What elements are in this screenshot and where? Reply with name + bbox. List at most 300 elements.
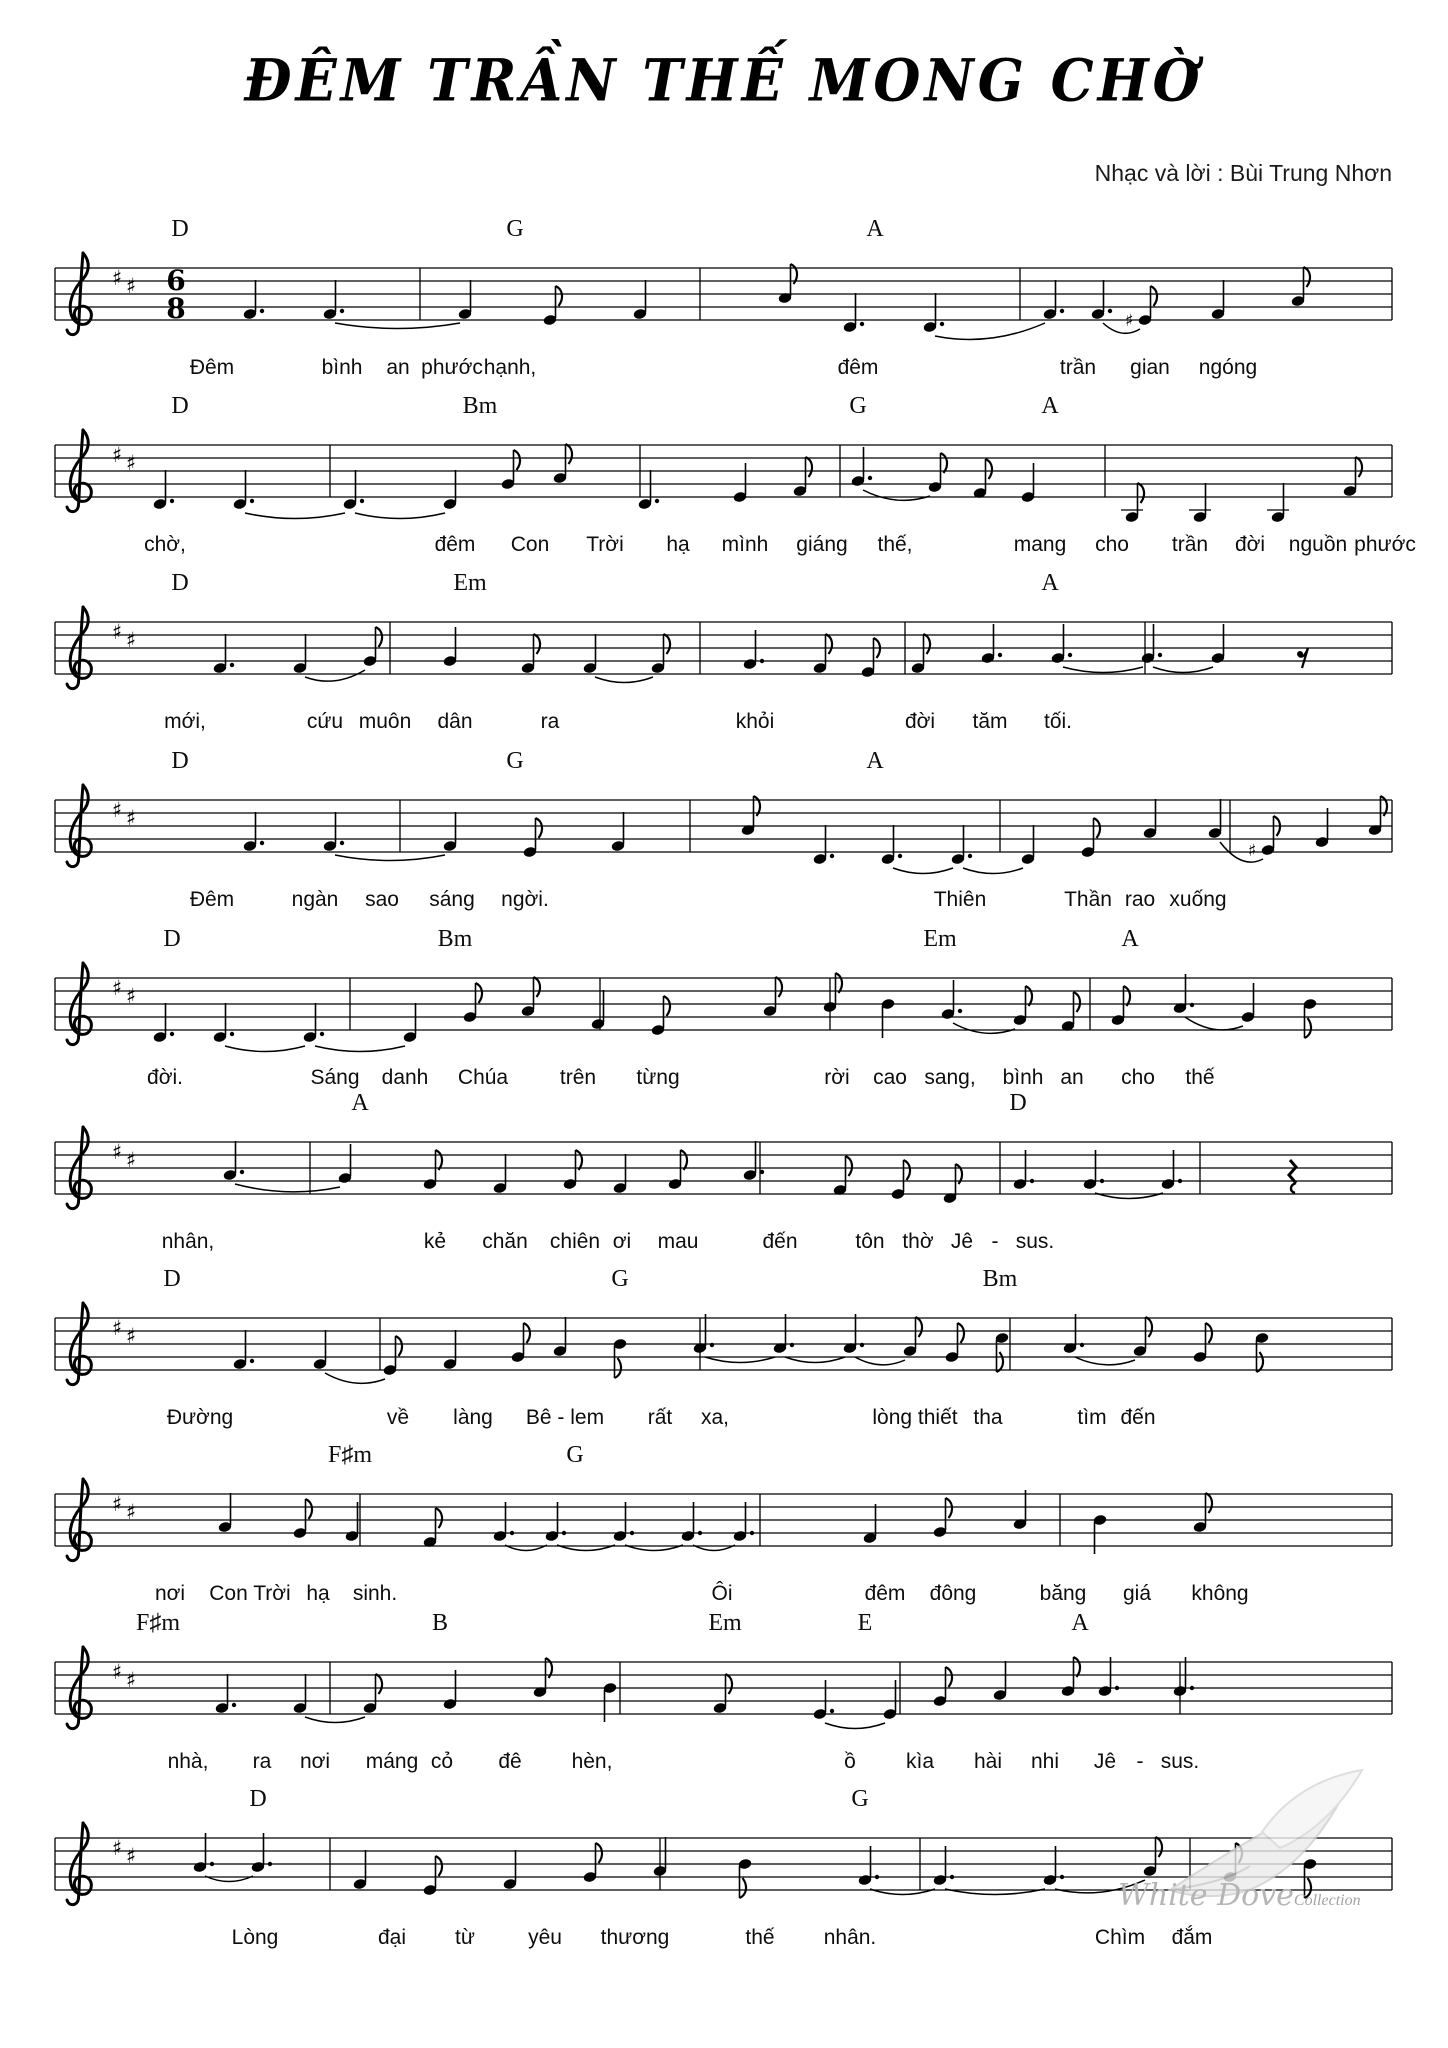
lyric-syllable: sáng	[429, 888, 475, 911]
note	[613, 1338, 628, 1378]
note	[303, 1003, 405, 1052]
chord-symbol: G	[851, 1786, 869, 1812]
note	[493, 1502, 547, 1551]
lyric-syllable: thế	[1185, 1066, 1215, 1089]
tie-slur	[863, 490, 930, 500]
tie-slur	[245, 513, 345, 519]
note	[1043, 280, 1064, 320]
note	[1315, 808, 1330, 848]
lyric-syllable: đến	[762, 1230, 798, 1253]
chord-symbol: D	[171, 393, 189, 419]
note	[943, 1164, 962, 1204]
note	[193, 1833, 253, 1882]
note	[813, 634, 832, 674]
chord-symbol: B	[431, 1610, 449, 1636]
lyric-syllable: nơi	[299, 1750, 331, 1773]
lyric-syllable: đắm	[1171, 1926, 1213, 1949]
lyric-syllable: Chìm	[1094, 1926, 1146, 1949]
lyric-syllable: ồ	[844, 1750, 856, 1773]
tie-slur	[1103, 323, 1140, 333]
note	[693, 1314, 775, 1363]
chord-symbol: Em	[453, 570, 487, 596]
note	[553, 444, 572, 484]
chord-symbol: Em	[923, 926, 957, 952]
lyric-syllable: nhà,	[167, 1750, 209, 1773]
lyric-syllable: Đêm	[189, 888, 235, 911]
lyric-syllable: Con	[510, 533, 550, 556]
tie-slur	[1185, 1017, 1243, 1030]
key-signature-sharp: ♯	[126, 1500, 137, 1524]
note	[883, 1680, 898, 1720]
tie-slur	[953, 1023, 1015, 1033]
chord-symbol: Bm	[437, 926, 473, 952]
key-signature-sharp: ♯	[112, 620, 123, 644]
lyric-syllable: trần	[1171, 533, 1209, 556]
chord-symbol: A	[866, 748, 884, 774]
chord-symbol: D	[1009, 1090, 1027, 1116]
lyric-syllable: phước	[421, 356, 483, 379]
lyric-syllable: kẻ	[423, 1230, 447, 1253]
lyric-syllable: máng	[365, 1750, 419, 1773]
note	[611, 812, 626, 852]
note	[233, 1330, 254, 1370]
note	[881, 825, 953, 874]
lyric-syllable: nguồn	[1288, 533, 1348, 556]
lyric-syllable: chờ,	[144, 533, 186, 556]
chord-symbol: F♯m	[327, 1442, 373, 1468]
note	[443, 1330, 458, 1370]
note	[863, 1504, 878, 1544]
note	[503, 1850, 518, 1890]
rest	[1297, 648, 1308, 668]
lyric-syllable: hạ	[666, 533, 690, 556]
note	[1013, 1150, 1034, 1190]
tie-slur	[225, 1046, 305, 1052]
lyric-syllable: hạ	[306, 1582, 330, 1605]
staff-system-8	[0, 1439, 1448, 1599]
note	[813, 1680, 885, 1729]
note	[733, 1502, 754, 1542]
chord-symbol: G	[849, 393, 867, 419]
lyric-syllable: muôn	[358, 710, 412, 733]
tie-slur	[355, 513, 445, 519]
lyric-syllable: tối.	[1043, 710, 1073, 733]
note	[563, 1150, 582, 1190]
note	[1193, 1493, 1212, 1533]
watermark-text	[1118, 1878, 1361, 1913]
key-signature-sharp: ♯	[126, 451, 137, 475]
note	[741, 796, 760, 836]
time-signature: 6	[166, 264, 186, 297]
note	[323, 280, 460, 329]
chord-symbol: D	[171, 748, 189, 774]
note	[591, 990, 606, 1030]
lyric-syllable: từng	[636, 1066, 680, 1089]
lyric-syllable: rất	[647, 1406, 673, 1429]
tie-slur	[325, 1373, 385, 1383]
lyric-syllable: dân	[437, 710, 473, 733]
lyric-syllable: mình	[721, 533, 769, 556]
note	[1125, 286, 1157, 331]
watermark-title: White Dove	[1118, 1878, 1294, 1913]
lyric-syllable: tăm	[972, 710, 1008, 733]
svg-text:♯: ♯	[1248, 841, 1257, 861]
lyric-syllable: cứu	[306, 710, 344, 733]
key-signature-sharp: ♯	[126, 806, 137, 830]
lyric-syllable: ngàn	[291, 888, 339, 911]
lyric-syllable: Con Trời	[209, 1582, 291, 1605]
lyric-syllable: đến	[1120, 1406, 1156, 1429]
note	[293, 1674, 365, 1723]
key-signature-sharp: ♯	[112, 798, 123, 822]
lyric-syllable: Jê	[1093, 1750, 1117, 1773]
lyric-syllable: -	[1136, 1750, 1144, 1773]
note	[493, 1154, 508, 1194]
note	[233, 470, 345, 519]
note	[951, 825, 1023, 874]
chord-symbol: A	[1071, 1610, 1089, 1636]
note	[995, 1332, 1010, 1372]
key-signature-sharp: ♯	[126, 628, 137, 652]
staff-system-5	[0, 923, 1448, 1083]
note	[638, 470, 659, 510]
tie-slur	[305, 1717, 365, 1723]
tie-slur	[705, 1357, 775, 1363]
chord-symbol: Em	[708, 1610, 742, 1636]
note	[778, 264, 797, 304]
rest	[1289, 1160, 1296, 1193]
note	[1083, 1150, 1163, 1199]
tie-slur	[335, 855, 445, 861]
note	[218, 1493, 233, 1533]
note	[651, 634, 670, 674]
key-signature-sharp: ♯	[112, 1316, 123, 1340]
note	[1098, 1657, 1119, 1697]
note	[1061, 1657, 1080, 1697]
lyric-syllable: cỏ	[430, 1750, 454, 1773]
lyric-syllable: yêu	[528, 1926, 562, 1949]
note	[1267, 483, 1289, 523]
lyric-syllable: đại	[377, 1926, 407, 1949]
key-signature-sharp: ♯	[126, 274, 137, 298]
note	[323, 812, 445, 861]
note	[1255, 1332, 1270, 1372]
key-signature-sharp: ♯	[126, 1324, 137, 1348]
lyric-syllable: tha	[973, 1406, 1003, 1429]
lyric-syllable: ra	[540, 710, 560, 733]
note	[423, 1150, 442, 1190]
note	[458, 280, 473, 320]
lyric-syllable: sus.	[1160, 1750, 1200, 1773]
lyric-syllable: ngời.	[501, 888, 549, 911]
note	[223, 1141, 340, 1192]
lyric-syllable: Chúa	[457, 1066, 509, 1089]
lyric-syllable: Ôi	[711, 1582, 733, 1605]
note	[1161, 1150, 1182, 1190]
lyric-syllable: Đường	[166, 1406, 234, 1429]
note	[813, 825, 834, 865]
staff-system-1	[0, 213, 1448, 373]
note	[1143, 799, 1158, 839]
chord-symbol: E	[857, 1610, 873, 1636]
lyric-syllable: Thiên	[933, 888, 987, 911]
chord-symbol: D	[249, 1786, 267, 1812]
note	[763, 977, 782, 1017]
lyric-syllable: tìm	[1077, 1406, 1107, 1429]
note	[423, 1508, 442, 1548]
note	[1173, 1657, 1194, 1697]
lyric-syllable: đời.	[147, 1066, 183, 1089]
note	[1211, 280, 1226, 320]
lyric-syllable: bình	[321, 356, 363, 379]
tie-slur	[893, 868, 953, 874]
tie-slur	[235, 1184, 340, 1192]
note	[1013, 986, 1032, 1026]
lyric-syllable: thờ	[902, 1230, 934, 1253]
note	[213, 634, 234, 674]
tie-slur	[963, 868, 1023, 874]
lyric-syllable: mau	[657, 1230, 699, 1253]
page-title: ĐÊM TRẦN THẾ MONG CHỜ	[244, 45, 1204, 115]
key-signature-sharp: ♯	[112, 1660, 123, 1684]
note	[738, 1858, 753, 1898]
chord-symbol: Bm	[462, 393, 498, 419]
lyric-syllable: đông	[929, 1582, 977, 1605]
lyric-syllable: trên	[559, 1066, 597, 1089]
lyric-syllable: ngóng	[1198, 356, 1258, 379]
note	[1368, 796, 1387, 836]
tie-slur	[1075, 1357, 1135, 1365]
lyric-syllable: sang,	[924, 1066, 976, 1089]
note	[851, 447, 930, 500]
note	[858, 1846, 935, 1895]
lyric-syllable: nhi	[1030, 1750, 1060, 1773]
lyric-syllable: lòng thiết	[872, 1406, 958, 1429]
key-signature-sharp: ♯	[126, 1844, 137, 1868]
note	[1121, 483, 1144, 523]
note	[613, 1154, 628, 1194]
lyric-syllable: hèn,	[571, 1750, 613, 1773]
lyric-syllable: về	[386, 1406, 410, 1429]
chord-symbol: D	[163, 1266, 181, 1292]
lyric-syllable: đêm	[434, 533, 476, 556]
lyric-syllable: giáng	[796, 533, 848, 556]
note	[353, 1850, 368, 1890]
chord-symbol: Bm	[982, 1266, 1018, 1292]
note	[941, 980, 1015, 1033]
note	[403, 1003, 418, 1043]
note	[443, 470, 458, 510]
note	[613, 1502, 683, 1551]
chord-symbol: G	[611, 1266, 629, 1292]
note	[861, 638, 880, 678]
lyric-syllable: xuống	[1169, 888, 1227, 911]
note	[243, 812, 264, 852]
key-signature-sharp: ♯	[126, 1148, 137, 1172]
tie-slur	[1153, 667, 1213, 673]
note	[713, 1674, 732, 1714]
note	[1021, 825, 1036, 865]
note	[153, 1003, 174, 1043]
lyric-syllable: từ	[455, 1926, 475, 1949]
lyric-syllable: -	[991, 1230, 999, 1253]
tie-slur	[595, 677, 653, 683]
lyric-syllable: Bê - lem	[525, 1406, 605, 1429]
chord-symbol: D	[163, 926, 181, 952]
note	[521, 634, 540, 674]
note	[1061, 992, 1080, 1032]
lyric-syllable: Đêm	[189, 356, 235, 379]
note	[743, 1141, 764, 1181]
note	[338, 1144, 353, 1184]
staff-system-4	[0, 745, 1448, 905]
lyric-syllable: làng	[453, 1406, 493, 1429]
note	[1093, 1514, 1108, 1554]
key-signature-sharp: ♯	[112, 266, 123, 290]
note	[1021, 463, 1036, 503]
note	[1241, 983, 1256, 1023]
lyric-syllable: thế	[745, 1926, 775, 1949]
key-signature-sharp: ♯	[112, 1140, 123, 1164]
chord-symbol: A	[351, 1090, 369, 1116]
lyric-syllable: tôn	[855, 1230, 885, 1253]
svg-text:♯: ♯	[1125, 311, 1134, 331]
note	[903, 1317, 922, 1357]
lyric-syllable: bình	[1002, 1066, 1044, 1089]
note	[1343, 457, 1362, 497]
note	[1211, 624, 1226, 664]
note	[793, 457, 812, 497]
lyric-syllable: rao	[1124, 888, 1156, 911]
note	[1173, 974, 1243, 1030]
lyric-syllable: cho	[1095, 533, 1129, 556]
lyric-syllable: ơi	[612, 1230, 632, 1253]
lyric-syllable: băng	[1039, 1582, 1087, 1605]
note	[993, 1661, 1008, 1701]
lyric-syllable: cho	[1121, 1066, 1155, 1089]
note	[633, 280, 648, 320]
note	[743, 630, 764, 670]
lyric-syllable: Sáng	[310, 1066, 360, 1089]
lyric-syllable: đêm	[864, 1582, 906, 1605]
lyric-syllable: gian	[1130, 356, 1170, 379]
tie-slur	[335, 323, 460, 329]
lyric-syllable: chăn	[482, 1230, 528, 1253]
note	[1303, 998, 1318, 1038]
chord-symbol: G	[506, 748, 524, 774]
lyric-syllable: nhân,	[161, 1230, 215, 1253]
note	[545, 1502, 615, 1551]
lyric-syllable: an	[386, 356, 410, 379]
staff-system-2	[0, 390, 1448, 550]
lyric-syllable: chiên	[549, 1230, 601, 1253]
lyric-syllable: cao	[873, 1066, 907, 1089]
lyric-syllable: đời	[1234, 533, 1266, 556]
note	[928, 453, 947, 493]
note	[443, 1670, 458, 1710]
note	[668, 1150, 687, 1190]
lyric-syllable: Lòng	[231, 1926, 279, 1949]
time-signature: 8	[166, 292, 186, 325]
tie-slur	[785, 1357, 845, 1363]
chord-symbol: A	[1041, 393, 1059, 419]
lyric-syllable: thế,	[877, 533, 913, 556]
chord-symbol: G	[506, 216, 524, 242]
lyric-syllable: đê	[498, 1750, 522, 1773]
chord-symbol: A	[1121, 926, 1139, 952]
note	[973, 459, 992, 499]
note	[553, 1317, 568, 1357]
lyric-syllable: sinh.	[352, 1582, 398, 1605]
lyric-syllable: không	[1191, 1582, 1249, 1605]
note	[251, 1833, 272, 1873]
note	[345, 1502, 360, 1542]
lyric-syllable: Thần	[1064, 888, 1112, 911]
lyric-syllable: Trời	[586, 533, 624, 556]
key-signature-sharp: ♯	[126, 1668, 137, 1692]
note	[363, 1674, 382, 1714]
lyric-syllable: hạnh,	[483, 356, 537, 379]
note	[1291, 267, 1310, 307]
lyric-syllable: đời	[904, 710, 936, 733]
note	[843, 293, 864, 333]
note	[823, 973, 842, 1013]
tie-slur	[855, 1357, 905, 1365]
chord-symbol: D	[171, 570, 189, 596]
lyric-syllable: kìa	[905, 1750, 935, 1773]
tie-slur	[825, 1723, 885, 1729]
staff-system-6	[0, 1087, 1448, 1247]
note	[681, 1502, 735, 1551]
lyric-syllable: hài	[973, 1750, 1003, 1773]
tie-slur	[305, 670, 365, 681]
note	[773, 1314, 845, 1363]
note	[153, 470, 174, 510]
note	[521, 977, 540, 1017]
key-signature-sharp: ♯	[112, 1836, 123, 1860]
tie-slur	[315, 1046, 405, 1052]
staff-system-7	[0, 1263, 1448, 1423]
lyric-syllable: mang	[1013, 533, 1067, 556]
note	[213, 1003, 305, 1052]
note	[603, 1682, 618, 1722]
note	[583, 634, 653, 683]
note	[833, 1156, 852, 1196]
lyric-syllable: sus.	[1015, 1230, 1055, 1253]
chord-symbol: A	[1041, 570, 1059, 596]
lyric-syllable: Jê	[950, 1230, 974, 1253]
note	[533, 1658, 552, 1698]
note	[1189, 483, 1211, 523]
note	[933, 1498, 952, 1538]
lyric-syllable: nhân.	[823, 1926, 877, 1949]
lyric-syllable: mới,	[164, 710, 206, 733]
lyric-syllable: thương	[600, 1926, 670, 1949]
staff-system-3	[0, 567, 1448, 727]
watermark-subtitle: Collection	[1293, 1892, 1361, 1909]
note	[911, 634, 930, 674]
lyric-syllable: đêm	[837, 356, 879, 379]
lyric-syllable: an	[1060, 1066, 1084, 1089]
note	[443, 812, 458, 852]
note	[1111, 986, 1130, 1026]
tie-slur	[1063, 667, 1143, 673]
note	[1013, 1490, 1028, 1530]
note	[733, 463, 748, 503]
tie-slur	[935, 323, 1045, 339]
note	[881, 998, 896, 1038]
note	[443, 627, 458, 667]
